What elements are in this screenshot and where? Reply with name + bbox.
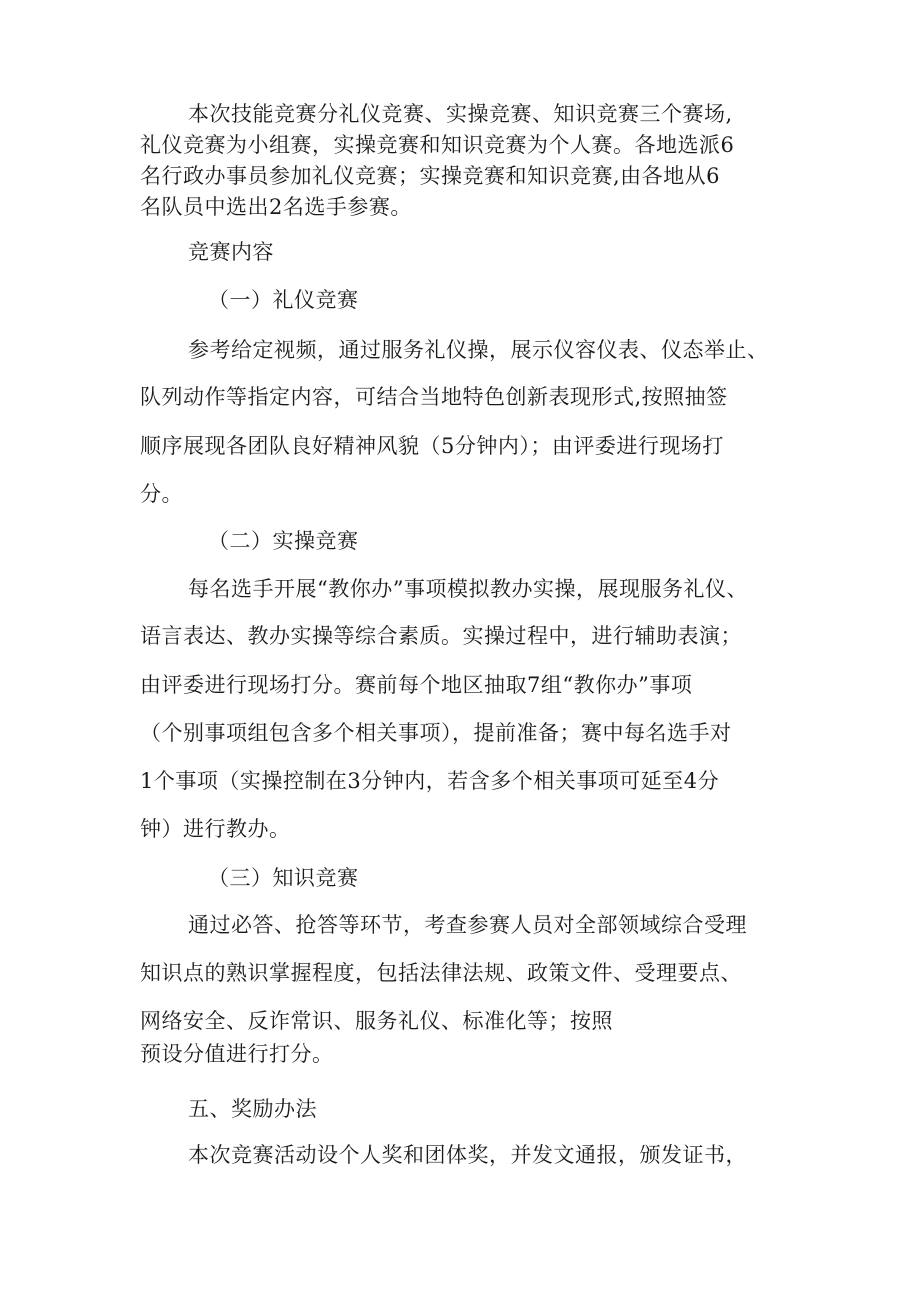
text-line: 知识点的熟识掌握程度，包括法律法规、政策文件、受理要点、	[140, 961, 742, 985]
text-line: 钟）进行教办。	[140, 817, 291, 841]
text-line: 语言表达、教办实操等综合素质。实操过程中，进行辅助表演；	[140, 624, 742, 648]
text-line: 通过必答、抢答等环节，考查参赛人员对全部领域综合受理	[188, 913, 747, 937]
text-line: 名行政办事员参加礼仪竞赛；实操竞赛和知识竞赛,由各地从6	[140, 164, 721, 188]
text-line: 预设分值进行打分。	[140, 1042, 334, 1066]
section-title: （二）实操竞赛	[208, 529, 359, 553]
text-line: 由评委进行现场打分。赛前每个地区抽取7组“教你办”事项	[140, 673, 693, 697]
text-line: 队列动作等指定内容，可结合当地特色创新表现形式,按照抽签	[140, 385, 728, 409]
text-line: （个别事项组包含多个相关事项），提前准备；赛中每名选手对	[140, 721, 732, 745]
section-heading: 竞赛内容	[188, 240, 274, 264]
text-line: 每名选手开展“教你办”事项模拟教办实操，展现服务礼仪、	[188, 577, 748, 601]
text-line: 参考给定视频，通过服务礼仪操，展示仪容仪表、仪态举止、	[188, 338, 769, 362]
section-title: （三）知识竞赛	[208, 866, 359, 890]
text-line: 1个事项（实操控制在3分钟内，若含多个相关事项可延至4分	[140, 769, 720, 793]
text-line: 分。	[140, 482, 183, 506]
text-line: 本次竞赛活动设个人奖和团体奖，并发文通报，颁发证书，	[188, 1143, 747, 1167]
section-title: 五、奖励办法	[188, 1097, 317, 1121]
section-title: （一）礼仪竞赛	[208, 288, 359, 312]
text-line: 顺序展现各团队良好精神风貌（5分钟内）；由评委进行现场打	[140, 434, 724, 458]
text-line: 礼仪竞赛为小组赛，实操竞赛和知识竞赛为个人赛。各地选派6	[140, 133, 735, 157]
text-line: 名队员中选出2名选手参赛。	[140, 195, 412, 219]
text-line: 本次技能竞赛分礼仪竞赛、实操竞赛、知识竞赛三个赛场,	[188, 102, 733, 126]
text-line: 网络安全、反诈常识、服务礼仪、标准化等；按照	[140, 1009, 613, 1033]
